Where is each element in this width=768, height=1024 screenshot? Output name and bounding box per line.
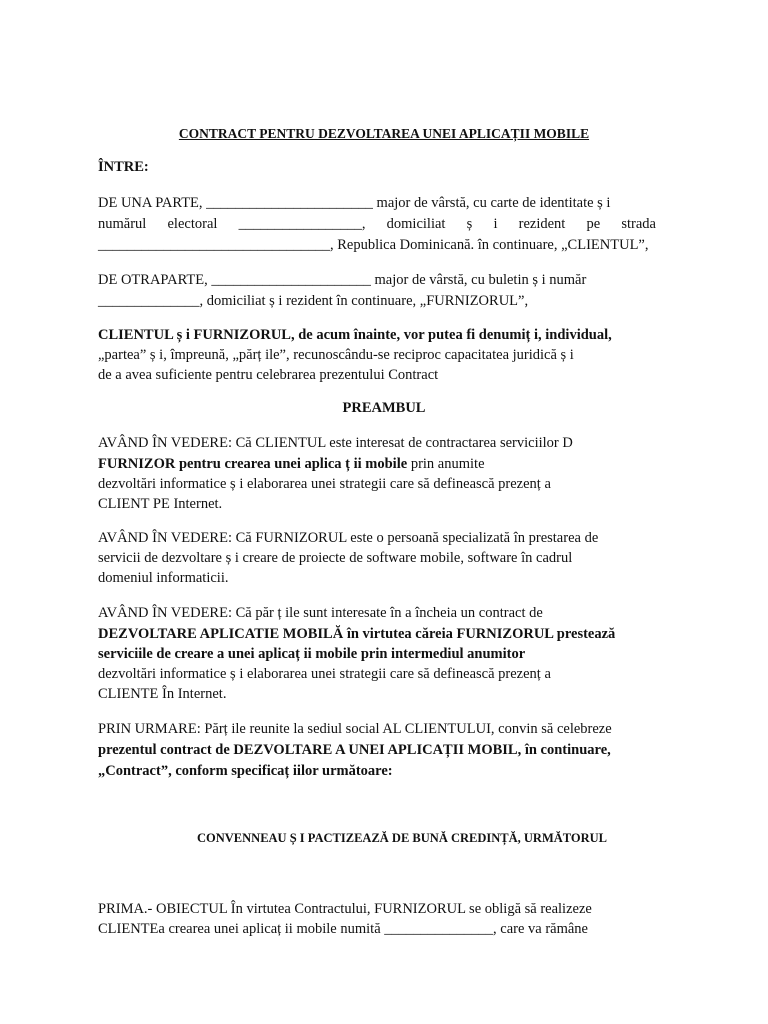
party-one-line-1 — [98, 194, 656, 212]
word: strada — [621, 216, 656, 232]
blank-field: _________________, — [238, 216, 366, 232]
clause-one-line-2: CLIENTEa crearea unei aplicaț ii mobile numită _______________, care va rămâne — [98, 921, 588, 937]
consequently-line-1: PRIN URMARE: Părț ile reunite la sediul social AL CLIENTULUI, convin să celebreze — [98, 721, 612, 737]
whereas-1-line-2 — [98, 455, 485, 473]
word: rezident — [518, 216, 566, 232]
parties-definition-line-3: de a avea suficiente pentru celebrarea prezentului Contract — [98, 367, 439, 383]
whereas-1-line-1: AVÂND ÎN VEDERE: Că CLIENTUL este interesat de contractarea serviciilor D — [98, 435, 573, 451]
party-one-line-2 — [98, 215, 656, 233]
preamble-heading: PREAMBUL — [342, 400, 426, 416]
party-two-line-1 — [98, 271, 662, 289]
party-two-text: DE OTRAPARTE, ______________________ major de vârstă, cu buletin ș i număr — [98, 272, 587, 288]
whereas-3-line-5: CLIENTE În Internet. — [98, 686, 227, 702]
whereas-1-line-4: CLIENT PE Internet. — [98, 496, 223, 512]
word: electoral — [167, 216, 218, 232]
party-two-line-2: ______________, domiciliat ș i rezident în continuare, „FURNIZORUL”, — [98, 293, 529, 309]
word: domiciliat — [386, 216, 446, 232]
whereas-3-line-3: serviciile de creare a unei aplicaț ii mobile prin intermediul anumitor — [98, 646, 526, 662]
whereas-2-line-2: servicii de dezvoltare ș i creare de proiecte de software mobile, software în cadrul — [98, 550, 573, 566]
word: numărul — [98, 216, 147, 232]
contract-title: CONTRACT PENTRU DEZVOLTAREA UNEI APLICAȚII MOBILE — [178, 126, 590, 141]
whereas-2-line-1: AVÂND ÎN VEDERE: Că FURNIZORUL este o persoană specializată în prestarea de — [98, 530, 599, 546]
whereas-3-line-2: DEZVOLTARE APLICATIE MOBILĂ în virtutea căreia FURNIZORUL prestează — [98, 626, 616, 642]
party-one-text: DE UNA PARTE, _______________________ major de vârstă, cu carte de identitate ș i — [98, 195, 611, 211]
whereas-1-bold: FURNIZOR pentru crearea unei aplica ț ii mobile — [98, 456, 408, 472]
whereas-3-line-1: AVÂND ÎN VEDERE: Că păr ț ile sunt interesate în a încheia un contract de — [98, 605, 543, 621]
word: pe — [586, 216, 601, 232]
whereas-1-rest: prin anumite — [407, 456, 485, 472]
whereas-3-line-4: dezvoltări informatice ș i elaborarea unei strategii care să definească prezenț a — [98, 666, 551, 682]
word: ș — [466, 216, 473, 232]
whereas-1-line-3: dezvoltări informatice ș i elaborarea unei strategii care să definească prezenț a — [98, 476, 551, 492]
parties-definition-line-2: „partea” ș i, împreună, „părț ile”, recunoscându-se reciproc capacitatea juridică ș i — [98, 347, 574, 363]
consequently-line-2: prezentul contract de DEZVOLTARE A UNEI APLICAȚII MOBIL, în continuare, — [98, 742, 611, 758]
parties-definition-line-1: CLIENTUL ș i FURNIZORUL, de acum înainte, vor putea fi denumiț i, individual, — [98, 327, 612, 343]
party-one-line-3: ________________________________, Republica Dominicană. în continuare, „CLIENTUL”, — [98, 237, 649, 253]
word: i — [493, 216, 498, 232]
between-heading: ÎNTRE: — [98, 159, 149, 175]
clause-one-line-1: PRIMA.- OBIECTUL În virtutea Contractului, FURNIZORUL se obligă să realizeze — [98, 901, 592, 917]
agreement-heading: CONVENNEAU Ș I PACTIZEAZĂ DE BUNĂ CREDINȚĂ, URMĂTORUL — [197, 831, 607, 845]
whereas-2-line-3: domeniul informaticii. — [98, 570, 229, 586]
consequently-line-3: „Contract”, conform specificaț iilor următoare: — [98, 763, 393, 779]
